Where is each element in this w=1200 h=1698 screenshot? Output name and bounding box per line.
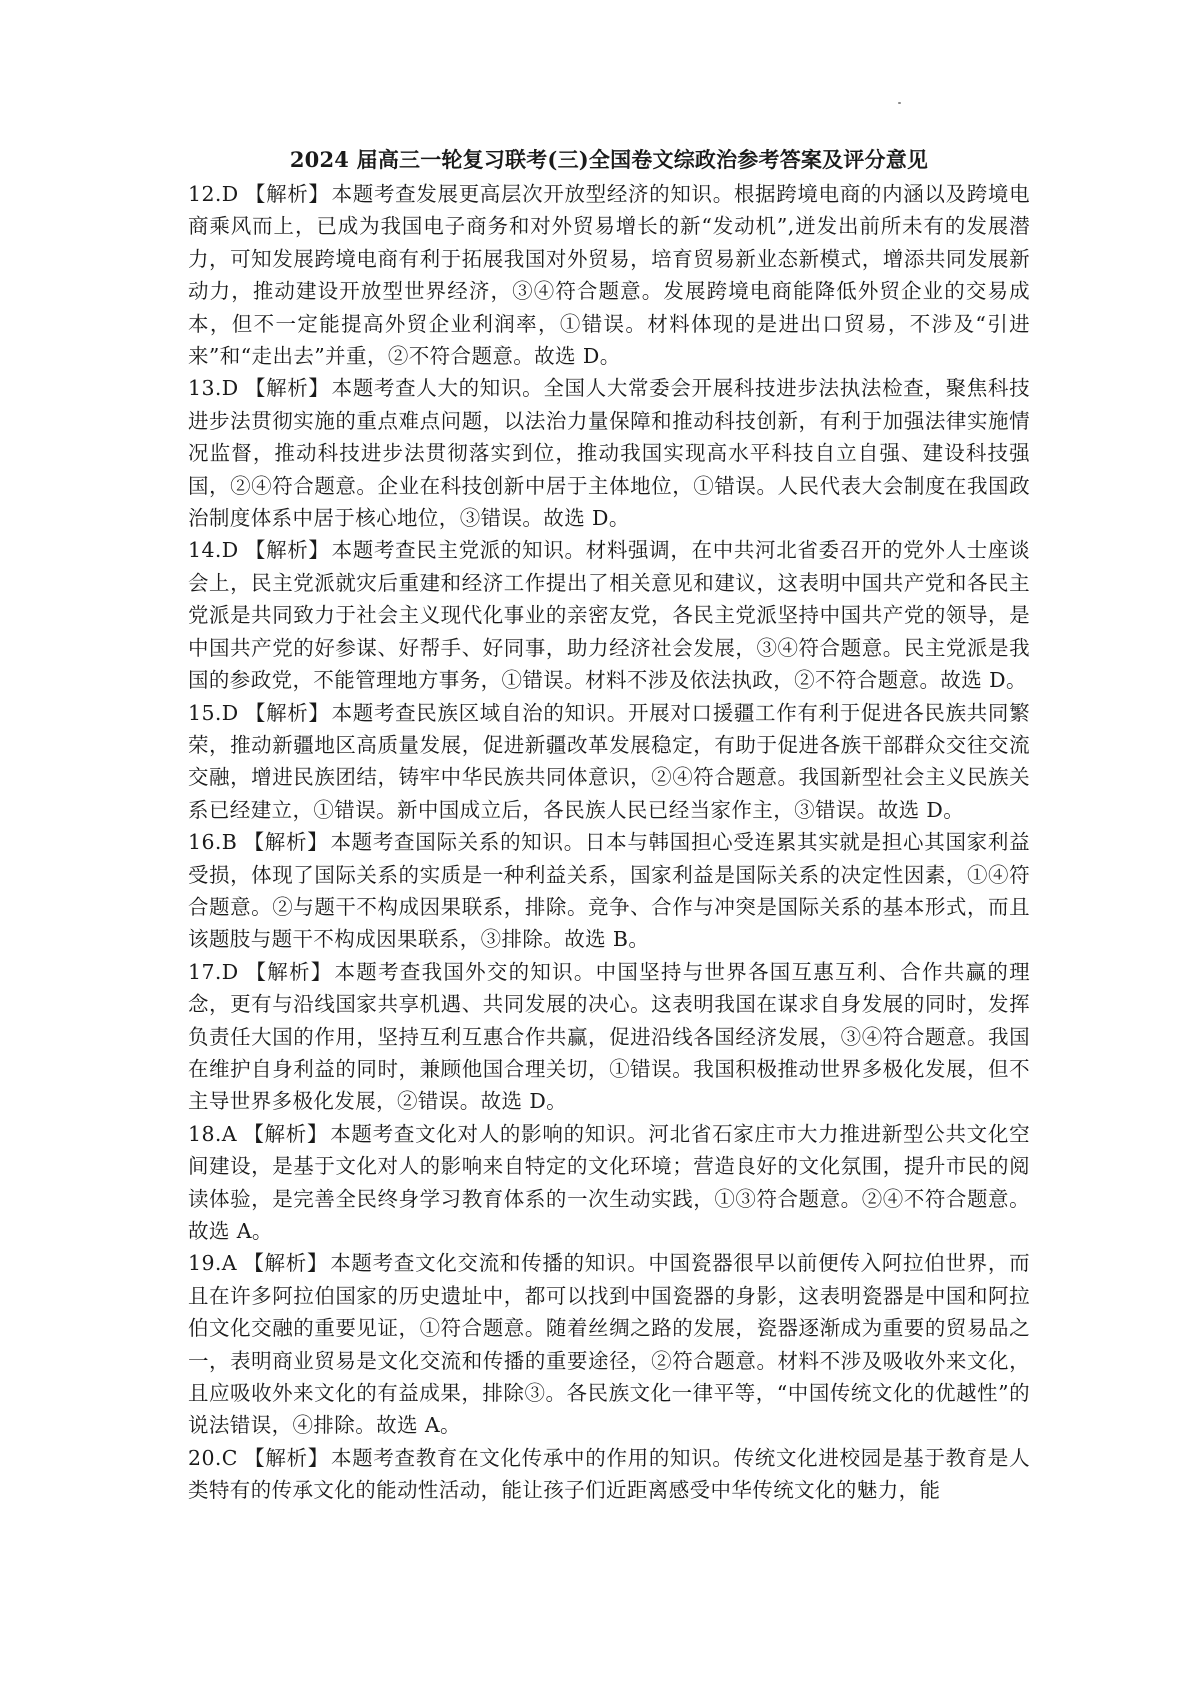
answer-number: 14.D (188, 538, 239, 563)
answer-document (188, 144, 1030, 1507)
answer-item-13 (188, 372, 1030, 534)
answer-item-20 (188, 1442, 1030, 1507)
analysis-text: 本题考查文化对人的影响的知识。河北省石家庄市大力推进新型公共文化空间建设，是基于文化对人的影响来自特定的文化环境；营造良好的文化氛围，提升市民的阅读体验，是完善全民终身学习教育体系的一次生动实践，①③符合题意。②④不符合题意。故选 A。 (188, 1121, 1030, 1243)
answer-number: 20.C (188, 1445, 238, 1470)
answer-item-14 (188, 534, 1030, 696)
analysis-tag: 【解析】 (244, 700, 330, 725)
analysis-text: 本题考查发展更高层次开放型经济的知识。根据跨境电商的内涵以及跨境电商乘风而上，已成为我国电子商务和对外贸易增长的新“发动机”,迸发出前所未有的发展潜力，可知发展跨境电商有利于拓展我国对外贸易，培育贸易新业态新模式，增添共同发展新动力，推动建设开放型世界经济，③④符合题意。发展跨境电商能降低外贸企业的交易成本，但不一定能提高外贸企业利润率，①错误。材料体现的是进出口贸易，不涉及“引进来”和“走出去”并重，②不符合题意。故选 D。 (188, 182, 1030, 369)
analysis-tag: 【解析】 (243, 1251, 329, 1276)
analysis-tag: 【解析】 (244, 182, 330, 206)
answer-item-17 (188, 956, 1030, 1118)
analysis-tag: 【解析】 (243, 830, 329, 855)
answer-number: 15.D (188, 700, 239, 725)
answer-item-18 (188, 1118, 1030, 1248)
analysis-text: 本题考查我国外交的知识。中国坚持与世界各国互惠互利、合作共赢的理念，更有与沿线国家共享机遇、共同发展的决心。这表明我国在谋求自身发展的同时，发挥负责任大国的作用，坚持互利互惠合作共赢，促进沿线各国经济发展，③④符合题意。我国在维护自身利益的同时，兼顾他国合理关切，①错误。我国积极推动世界多极化发展，但不主导世界多极化发展，②错误。故选 D。 (188, 959, 1030, 1114)
answer-number: 13.D (188, 376, 239, 401)
answer-item-19 (188, 1247, 1030, 1441)
analysis-text: 本题考查教育在文化传承中的作用的知识。传统文化进校园是基于教育是人类特有的传承文化的能动性活动，能让孩子们近距离感受中华传统文化的魅力，能 (188, 1445, 1030, 1503)
scan-speck (898, 102, 901, 104)
answer-number: 18.A (188, 1121, 238, 1146)
analysis-text: 本题考查国际关系的知识。日本与韩国担心受连累其实就是担心其国家利益受损，体现了国际关系的实质是一种利益关系，国家利益是国际关系的决定性因素，①④符合题意。②与题干不构成因果联系，排除。竞争、合作与冲突是国际关系的基本形式，而且该题肢与题干不构成因果联系，③排除。故选 B。 (188, 830, 1031, 952)
analysis-tag: 【解析】 (244, 376, 330, 401)
analysis-tag: 【解析】 (243, 1121, 329, 1146)
answer-number: 16.B (188, 830, 238, 855)
document-title: 2024 届高三一轮复习联考(三)全国卷文综政治参考答案及评分意见 (289, 147, 929, 172)
analysis-tag: 【解析】 (244, 959, 333, 984)
answer-number: 17.D (188, 959, 239, 984)
analysis-text: 本题考查文化交流和传播的知识。中国瓷器很早以前便传入阿拉伯世界，而且在许多阿拉伯国家的历史遗址中，都可以找到中国瓷器的身影，这表明瓷器是中国和阿拉伯文化交融的重要见证，①符合题意。随着丝绸之路的发展，瓷器逐渐成为重要的贸易品之一，表明商业贸易是文化交流和传播的重要途径，②符合题意。材料不涉及吸收外来文化，且应吸收外来文化的有益成果，排除③。各民族文化一律平等，“中国传统文化的优越性”的说法错误，④排除。故选 A。 (188, 1251, 1030, 1438)
analysis-text: 本题考查人大的知识。全国人大常委会开展科技进步法执法检查，聚焦科技进步法贯彻实施的重点难点问题，以法治力量保障和推动科技创新，有利于加强法律实施情况监督，推动科技进步法贯彻落实到位，推动我国实现高水平科技自立自强、建设科技强国，②④符合题意。企业在科技创新中居于主体地位，①错误。人民代表大会制度在我国政治制度体系中居于核心地位，③错误。故选 D。 (188, 376, 1030, 531)
answer-item-16 (188, 826, 1030, 956)
analysis-tag: 【解析】 (244, 538, 330, 563)
answer-item-15 (188, 697, 1030, 827)
answer-number: 12.D (188, 182, 239, 206)
analysis-text: 本题考查民族区域自治的知识。开展对口援疆工作有利于促进各民族共同繁荣，推动新疆地区高质量发展，促进新疆改革发展稳定，有助于促进各族干部群众交往交流交融，增进民族团结，铸牢中华民族共同体意识，②④符合题意。我国新型社会主义民族关系已经建立，①错误。新中国成立后，各民族人民已经当家作主，③错误。故选 D。 (188, 700, 1030, 822)
answer-item-12 (188, 178, 1030, 372)
analysis-text: 本题考查民主党派的知识。材料强调，在中共河北省委召开的党外人士座谈会上，民主党派就灾后重建和经济工作提出了相关意见和建议，这表明中国共产党和各民主党派是共同致力于社会主义现代化事业的亲密友党，各民主党派坚持中国共产党的领导，是中国共产党的好参谋、好帮手、好同事，助力经济社会发展，③④符合题意。民主党派是我国的参政党，不能管理地方事务，①错误。材料不涉及依法执政，②不符合题意。故选 D。 (188, 538, 1030, 693)
answer-number: 19.A (188, 1251, 238, 1276)
analysis-tag: 【解析】 (243, 1445, 329, 1470)
